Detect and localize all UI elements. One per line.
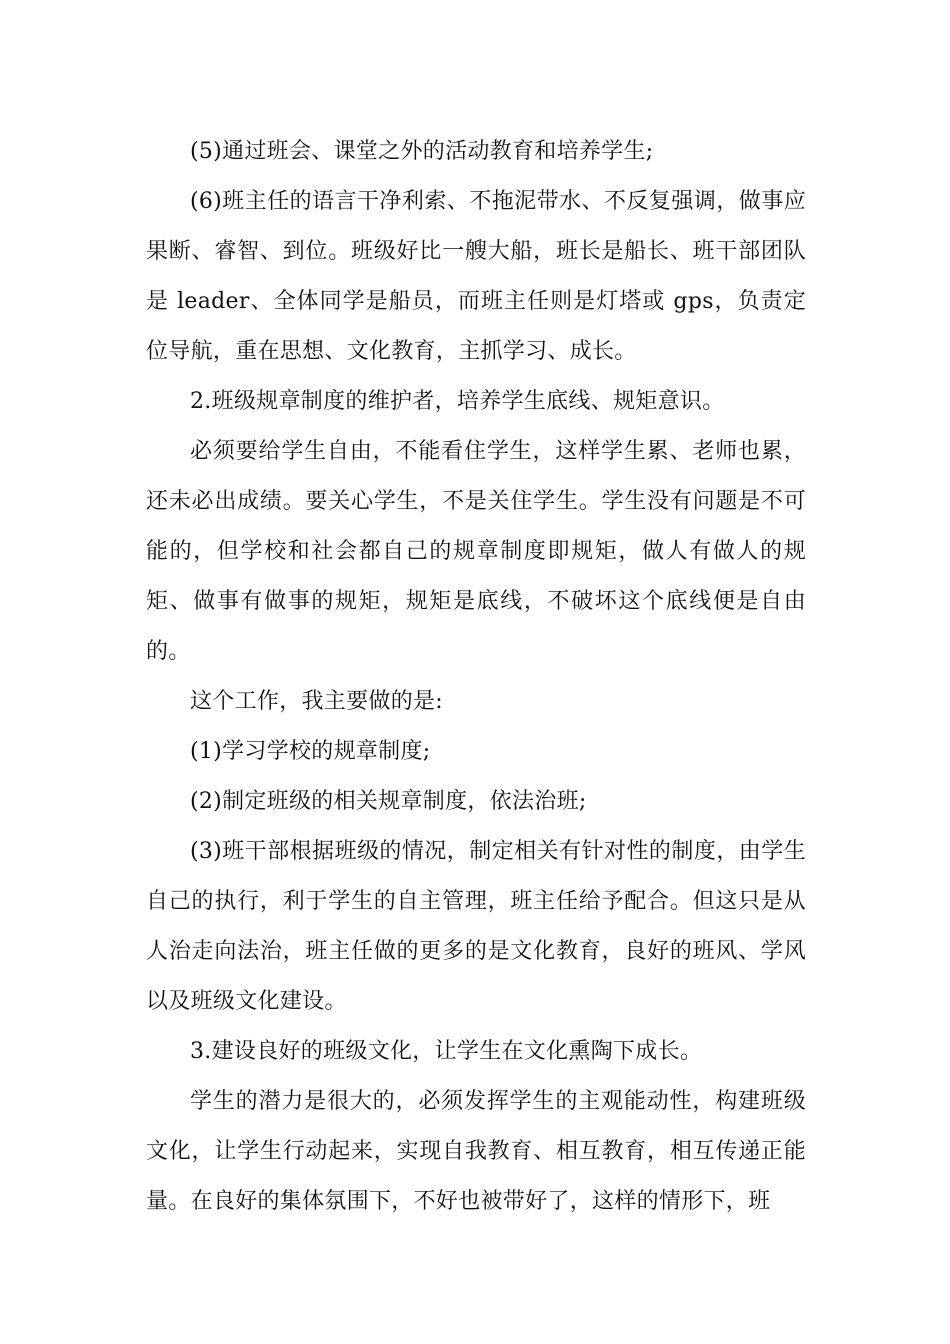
paragraph-item-3: (3)班干部根据班级的情况，制定相关有针对性的制度，由学生自己的执行，利于学生的自主管理，班主任给予配合。但这只是从人治走向法治，班主任做的更多的是文化教育，良好的班风、学风以及班级文化建设。 — [146, 839, 806, 1014]
paragraph-item-1: (1)学习学校的规章制度; — [190, 739, 431, 764]
document-body — [146, 127, 806, 1227]
paragraph-work-intro: 这个工作，我主要做的是: — [190, 689, 444, 714]
paragraph-item-5: (5)通过班会、课堂之外的活动教育和培养学生; — [190, 139, 654, 164]
section-heading-2: 2.班级规章制度的维护者，培养学生底线、规矩意识。 — [190, 389, 725, 414]
paragraph-culture: 学生的潜力是很大的，必须发挥学生的主观能动性，构建班级文化，让学生行动起来，实现自我教育、相互教育，相互传递正能量。在良好的集体氛围下，不好也被带好了，这样的情形下，班 — [146, 1089, 806, 1214]
paragraph-item-6: (6)班主任的语言干净利索、不拖泥带水、不反复强调，做事应果断、睿智、到位。班级好比一艘大船，班长是船长、班干部团队是 leader、全体同学是船员，而班主任则是灯塔或 gps，负责定位导航，重在思想、文化教育，主抓学习、成长。 — [146, 189, 806, 364]
section-heading-3: 3.建设良好的班级文化，让学生在文化熏陶下成长。 — [190, 1039, 703, 1064]
paragraph-freedom: 必须要给学生自由，不能看住学生，这样学生累、老师也累，还未必出成绩。要关心学生，不是关住学生。学生没有问题是不可能的，但学校和社会都自己的规章制度即规矩，做人有做人的规矩、做事有做事的规矩，规矩是底线，不破坏这个底线便是自由的。 — [146, 439, 806, 664]
paragraph-item-2: (2)制定班级的相关规章制度，依法治班; — [190, 789, 587, 814]
